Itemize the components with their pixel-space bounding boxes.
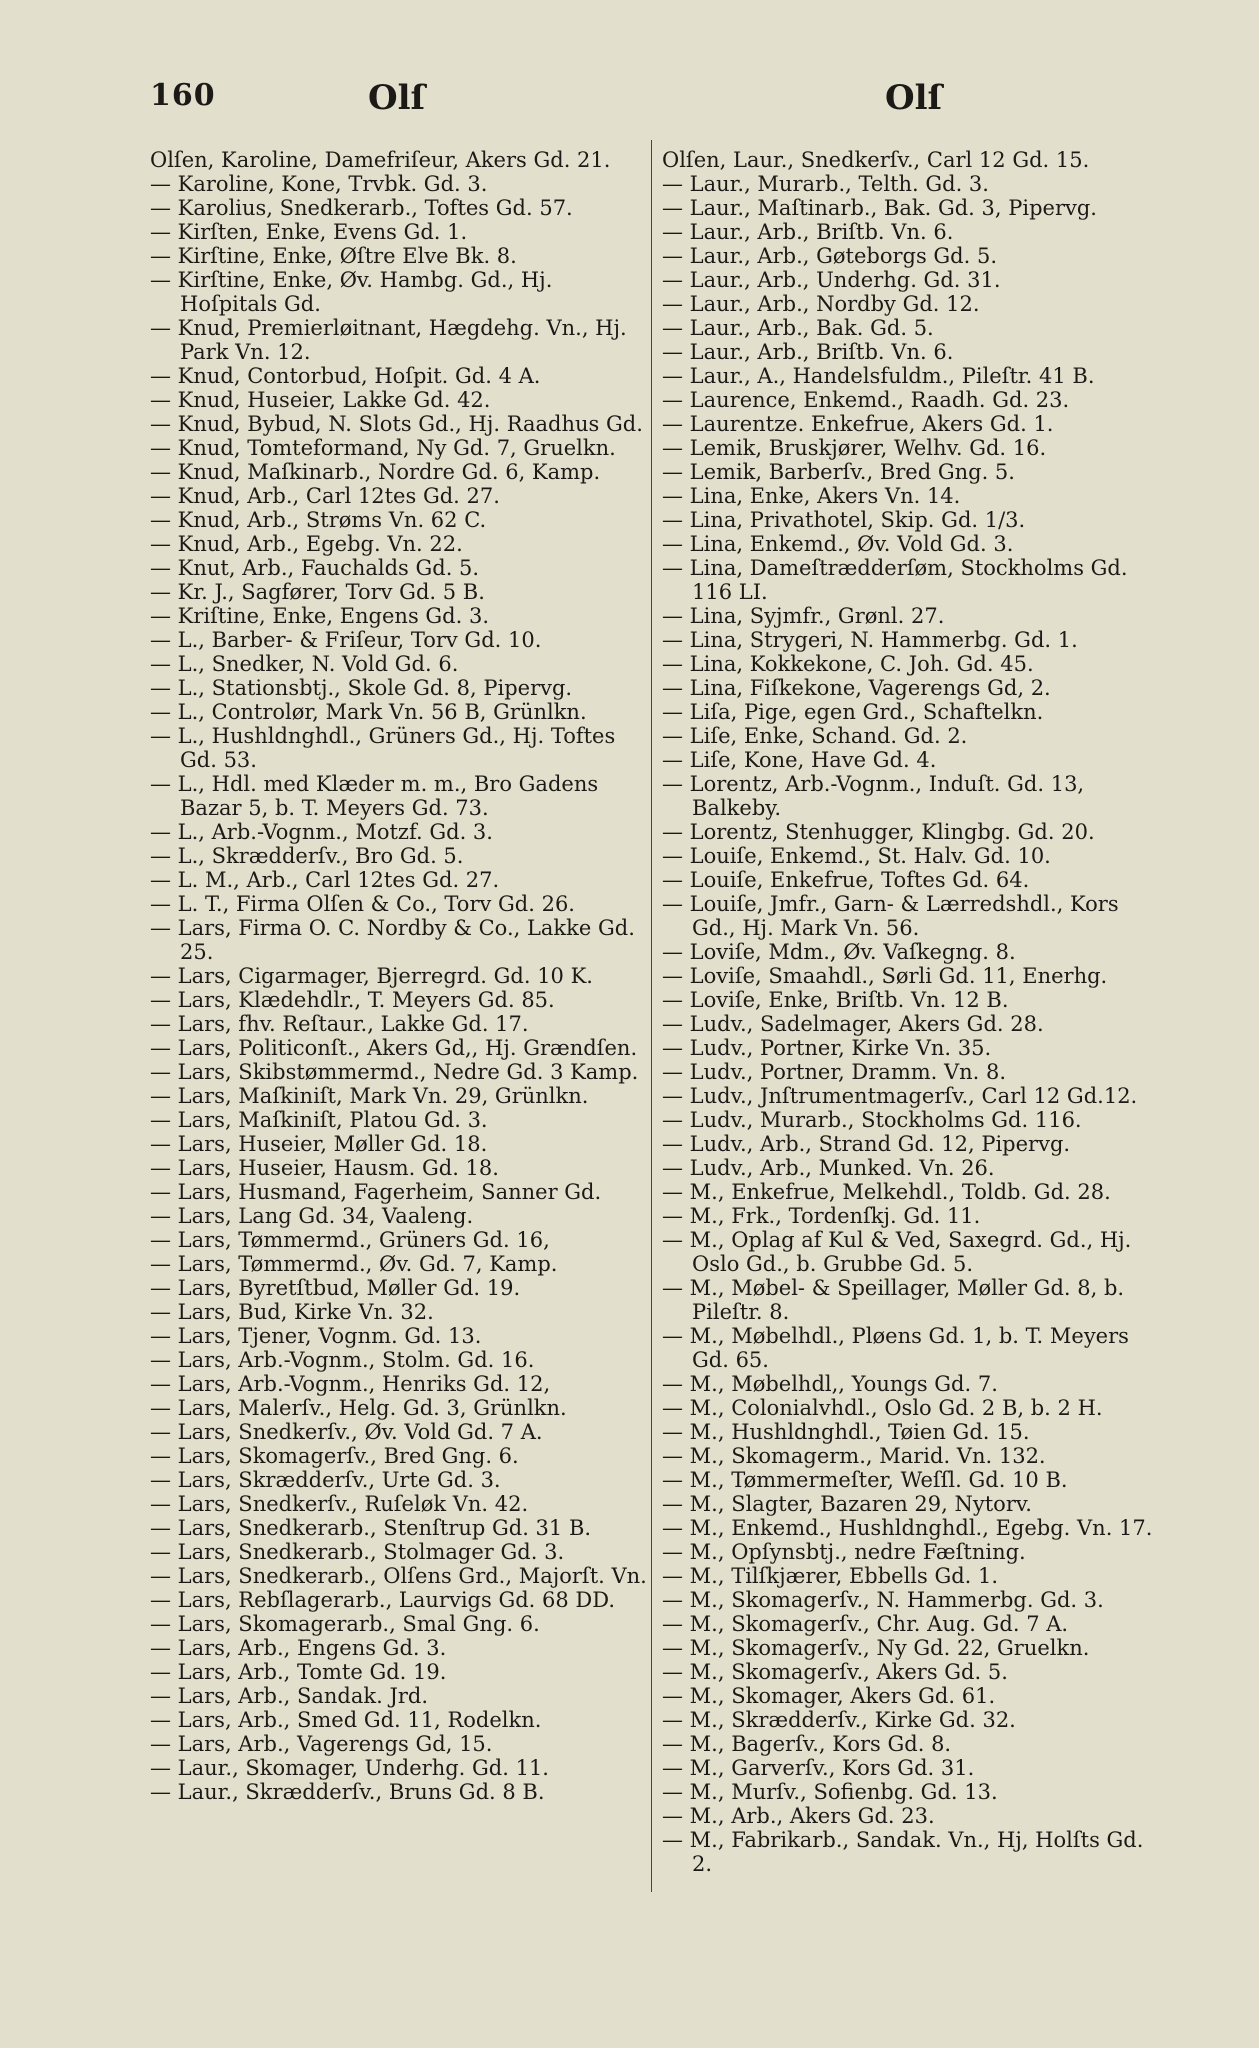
directory-entry: — M., Skrædderſv., Kirke Gd. 32.	[662, 1708, 1016, 1732]
directory-entry: — Lars, Byretſtbud, Møller Gd. 19.	[150, 1276, 521, 1300]
directory-entry: — Knud, Huseier, Lakke Gd. 42.	[150, 388, 491, 412]
directory-entry: — Knud, Bybud, N. Slots Gd., Hj. Raadhus Gd.	[150, 412, 643, 436]
directory-entry: — Lars, Husmand, Fagerheim, Sanner Gd.	[150, 1180, 602, 1204]
directory-entry: — Ludv., Murarb., Stockholms Gd. 116.	[662, 1108, 1082, 1132]
directory-entry: — Loviſe, Smaahdl., Sørli Gd. 11, Enerhg.	[662, 964, 1108, 988]
directory-entry: — Lars, Skomagerſv., Bred Gng. 6.	[150, 1444, 519, 1468]
directory-entry: — Lina, Enkemd., Øv. Vold Gd. 3.	[662, 532, 1014, 556]
directory-entry: — Lars, fhv. Reſtaur., Lakke Gd. 17.	[150, 1012, 529, 1036]
directory-entry: — Lars, Politiconſt., Akers Gd,, Hj. Grændſen.	[150, 1036, 638, 1060]
directory-entry: — Laurence, Enkemd., Raadh. Gd. 23.	[662, 388, 1070, 412]
directory-entry: — Lars, Huseier, Hausm. Gd. 18.	[150, 1156, 499, 1180]
directory-entry: — Ludv., Jnſtrumentmagerſv., Carl 12 Gd.12.	[662, 1084, 1138, 1108]
directory-entry: — Ludv., Sadelmager, Akers Gd. 28.	[662, 1012, 1044, 1036]
directory-entry: — Kr. J., Sagfører, Torv Gd. 5 B.	[150, 580, 485, 604]
directory-entry: — Kirſtine, Enke, Øv. Hambg. Gd., Hj. Hoſpitals Gd.	[150, 268, 553, 316]
directory-entry: — Lars, Arb., Smed Gd. 11, Rodelkn.	[150, 1708, 542, 1732]
directory-entry: — Lars, Arb.-Vognm., Henriks Gd. 12,	[150, 1372, 551, 1396]
directory-entry: — M., Bagerſv., Kors Gd. 8.	[662, 1732, 952, 1756]
directory-entry: — Lars, Snedkerarb., Olſens Grd., Majorſt. Vn.	[150, 1564, 647, 1588]
directory-entry: — L., Arb.-Vognm., Motzf. Gd. 3.	[150, 820, 493, 844]
directory-entry: — L., Stationsbtj., Skole Gd. 8, Pipervg.	[150, 676, 573, 700]
directory-entry: — Knud, Arb., Egebg. Vn. 22.	[150, 532, 463, 556]
directory-entry: — Kriſtine, Enke, Engens Gd. 3.	[150, 604, 490, 628]
directory-entry: — M., Skomagerm., Marid. Vn. 132.	[662, 1444, 1046, 1468]
directory-entry: — L. M., Arb., Carl 12tes Gd. 27.	[150, 868, 500, 892]
directory-entry: — Karoline, Kone, Trvbk. Gd. 3.	[150, 172, 488, 196]
directory-entry: — Knud, Tomteformand, Ny Gd. 7, Gruelkn.	[150, 436, 616, 460]
directory-entry: — Knud, Arb., Strøms Vn. 62 C.	[150, 508, 487, 532]
directory-entry: Olſen, Karoline, Damefriſeur, Akers Gd. 21.	[150, 148, 611, 172]
directory-entry: — M., Garverſv., Kors Gd. 31.	[662, 1756, 975, 1780]
directory-entry: — Lars, Maſkiniſt, Mark Vn. 29, Grünlkn.	[150, 1084, 589, 1108]
directory-entry: — Lina, Strygeri, N. Hammerbg. Gd. 1.	[662, 628, 1078, 652]
directory-entry: — Lars, Tjener, Vognm. Gd. 13.	[150, 1324, 482, 1348]
directory-entry: — Lars, Snedkerſv., Ruſeløk Vn. 42.	[150, 1492, 529, 1516]
directory-entry: — Laur., Maſtinarb., Bak. Gd. 3, Pipervg.	[662, 196, 1097, 220]
column-divider	[651, 140, 652, 1892]
directory-entry: — Laur., Skomager, Underhg. Gd. 11.	[150, 1756, 549, 1780]
directory-entry: — Lars, Snedkerarb., Stolmager Gd. 3.	[150, 1540, 565, 1564]
directory-entry: — Ludv., Arb., Munked. Vn. 26.	[662, 1156, 995, 1180]
directory-entry: — L., Barber- & Friſeur, Torv Gd. 10.	[150, 628, 542, 652]
directory-entry: — L., Controlør, Mark Vn. 56 B, Grünlkn.	[150, 700, 587, 724]
directory-entry: — Lars, Arb.-Vognm., Stolm. Gd. 16.	[150, 1348, 535, 1372]
directory-entry: — M., Enkefrue, Melkehdl., Toldb. Gd. 28.	[662, 1180, 1111, 1204]
directory-entry: — M., Skomagerſv., Chr. Aug. Gd. 7 A.	[662, 1612, 1069, 1636]
directory-entry: — Lars, Cigarmager, Bjerregrd. Gd. 10 K.	[150, 964, 593, 988]
directory-entry: — M., Møbelhdl,, Youngs Gd. 7.	[662, 1372, 998, 1396]
directory-entry: — Laur., Arb., Briſtb. Vn. 6.	[662, 340, 954, 364]
directory-entry: — M., Møbelhdl., Pløens Gd. 1, b. T. Meyers Gd. 65.	[662, 1324, 1129, 1372]
directory-entry: — Lars, Snedkerſv., Øv. Vold Gd. 7 A.	[150, 1420, 543, 1444]
directory-entry: — Lars, Lang Gd. 34, Vaaleng.	[150, 1204, 474, 1228]
directory-entry: — M., Enkemd., Hushldnghdl., Egebg. Vn. 17.	[662, 1516, 1153, 1540]
directory-entry: — M., Tilſkjærer, Ebbells Gd. 1.	[662, 1564, 999, 1588]
directory-entry: — Knud, Maſkinarb., Nordre Gd. 6, Kamp.	[150, 460, 601, 484]
directory-entry: — Louiſe, Enkemd., St. Halv. Gd. 10.	[662, 844, 1051, 868]
directory-entry: — Liſa, Pige, egen Grd., Schaftelkn.	[662, 700, 1044, 724]
directory-entry: — Laur., Arb., Gøteborgs Gd. 5.	[662, 244, 998, 268]
directory-entry: — Laur., Skrædderſv., Bruns Gd. 8 B.	[150, 1780, 545, 1804]
directory-entry: — Laur., A., Handelsfuldm., Pileſtr. 41 B.	[662, 364, 1095, 388]
directory-entry: — Lars, Arb., Tomte Gd. 19.	[150, 1660, 447, 1684]
directory-entry: — Lorentz, Stenhugger, Klingbg. Gd. 20.	[662, 820, 1095, 844]
directory-entry: — Lemik, Barberſv., Bred Gng. 5.	[662, 460, 1015, 484]
directory-entry: — Lars, Klædehdlr., T. Meyers Gd. 85.	[150, 988, 555, 1012]
directory-entry: — M., Skomagerſv., Akers Gd. 5.	[662, 1660, 1008, 1684]
directory-entry: — Lina, Syjmfr., Grønl. 27.	[662, 604, 945, 628]
directory-entry: — Loviſe, Mdm., Øv. Vaſkegng. 8.	[662, 940, 1016, 964]
directory-entry: — M., Skomagerſv., N. Hammerbg. Gd. 3.	[662, 1588, 1104, 1612]
directory-entry: — Loviſe, Enke, Briſtb. Vn. 12 B.	[662, 988, 1009, 1012]
directory-entry: — Kirſtine, Enke, Øſtre Elve Bk. 8.	[150, 244, 517, 268]
directory-entry: — Lorentz, Arb.-Vognm., Induſt. Gd. 13, Balkeby.	[662, 772, 1085, 820]
directory-entry: — Lina, Privathotel, Skip. Gd. 1/3.	[662, 508, 1026, 532]
directory-entry: — M., Arb., Akers Gd. 23.	[662, 1804, 935, 1828]
directory-entry: — M., Opſynsbtj., nedre Fæſtning.	[662, 1540, 1026, 1564]
directory-entry: — Laurentze. Enkefrue, Akers Gd. 1.	[662, 412, 1054, 436]
directory-entry: — M., Tømmermeſter, Weſſl. Gd. 10 B.	[662, 1468, 1068, 1492]
directory-entry: — Laur., Arb., Nordby Gd. 12.	[662, 292, 980, 316]
directory-entry: — M., Colonialvhdl., Oslo Gd. 2 B, b. 2 H.	[662, 1396, 1103, 1420]
running-head-right: Olſ	[885, 78, 943, 118]
directory-entry: — Lina, Kokkekone, C. Joh. Gd. 45.	[662, 652, 1034, 676]
directory-entry: — L., Snedker, N. Vold Gd. 6.	[150, 652, 459, 676]
directory-entry: — Lars, Arb., Engens Gd. 3.	[150, 1636, 447, 1660]
directory-entry: — Louiſe, Enkefrue, Toftes Gd. 64.	[662, 868, 1030, 892]
directory-entry: — Lars, Arb., Sandak. Jrd.	[150, 1684, 429, 1708]
directory-entry: — Knut, Arb., Fauchalds Gd. 5.	[150, 556, 480, 580]
directory-entry: — Liſe, Enke, Schand. Gd. 2.	[662, 724, 968, 748]
directory-entry: — Lina, Enke, Akers Vn. 14.	[662, 484, 961, 508]
directory-entry: — Kirſten, Enke, Evens Gd. 1.	[150, 220, 468, 244]
directory-entry: — Lars, Firma O. C. Nordby & Co., Lakke Gd. 25.	[150, 916, 635, 964]
directory-entry: — Laur., Arb., Bak. Gd. 5.	[662, 316, 934, 340]
directory-entry: — Lemik, Bruskjører, Welhv. Gd. 16.	[662, 436, 1047, 460]
directory-entry: — Lars, Skibstømmermd., Nedre Gd. 3 Kamp.	[150, 1060, 639, 1084]
directory-entry: — L., Skrædderſv., Bro Gd. 5.	[150, 844, 464, 868]
directory-entry: — M., Skomager, Akers Gd. 61.	[662, 1684, 996, 1708]
directory-entry: — L., Hushldnghdl., Grüners Gd., Hj. Toftes Gd. 53.	[150, 724, 616, 772]
directory-entry: — M., Oplag af Kul & Ved, Saxegrd. Gd., Hj. Oslo Gd., b. Grubbe Gd. 5.	[662, 1228, 1132, 1276]
directory-entry: — Laur., Arb., Underhg. Gd. 31.	[662, 268, 1001, 292]
directory-entry: — M., Murſv., Sofienbg. Gd. 13.	[662, 1780, 998, 1804]
directory-entry: — Lars, Skomagerarb., Smal Gng. 6.	[150, 1612, 540, 1636]
directory-entry: — M., Skomagerſv., Ny Gd. 22, Gruelkn.	[662, 1636, 1090, 1660]
directory-entry: — Lina, Dameſtrædderſøm, Stockholms Gd. 116 LI.	[662, 556, 1128, 604]
directory-entry: Olſen, Laur., Snedkerſv., Carl 12 Gd. 15.	[662, 148, 1090, 172]
directory-entry: — Lars, Rebſlagerarb., Laurvigs Gd. 68 DD.	[150, 1588, 616, 1612]
directory-entry: — Knud, Premierløitnant, Hægdehg. Vn., Hj. Park Vn. 12.	[150, 316, 627, 364]
directory-entry: — Lars, Arb., Vagerengs Gd, 15.	[150, 1732, 493, 1756]
directory-entry: — Laur., Arb., Briſtb. Vn. 6.	[662, 220, 954, 244]
directory-entry: — M., Slagter, Bazaren 29, Nytorv.	[662, 1492, 1032, 1516]
directory-entry: — Louiſe, Jmfr., Garn- & Lærredshdl., Kors Gd., Hj. Mark Vn. 56.	[662, 892, 1119, 940]
running-head-left: Olſ	[368, 78, 426, 118]
directory-entry: — M., Fabrikarb., Sandak. Vn., Hj, Holſts Gd. 2.	[662, 1828, 1144, 1876]
directory-entry: — M., Møbel- & Speillager, Møller Gd. 8, b. Pileſtr. 8.	[662, 1276, 1125, 1324]
directory-entry: — Lars, Snedkerarb., Stenſtrup Gd. 31 B.	[150, 1516, 592, 1540]
directory-entry: — Lina, Fiſkekone, Vagerengs Gd, 2.	[662, 676, 1051, 700]
directory-entry: — Lars, Huseier, Møller Gd. 18.	[150, 1132, 488, 1156]
directory-entry: — Lars, Tømmermd., Grüners Gd. 16,	[150, 1228, 550, 1252]
directory-entry: — Lars, Maſkiniſt, Platou Gd. 3.	[150, 1108, 488, 1132]
directory-entry: — L., Hdl. med Klæder m. m., Bro Gadens Bazar 5, b. T. Meyers Gd. 73.	[150, 772, 599, 820]
directory-entry: — L. T., Firma Olſen & Co., Torv Gd. 26.	[150, 892, 575, 916]
right-column	[662, 148, 1160, 1876]
directory-entry: — Ludv., Arb., Strand Gd. 12, Pipervg.	[662, 1132, 1071, 1156]
left-column	[150, 148, 650, 1804]
directory-entry: — Lars, Skrædderſv., Urte Gd. 3.	[150, 1468, 501, 1492]
directory-entry: — M., Hushldnghdl., Tøien Gd. 15.	[662, 1420, 1030, 1444]
directory-entry: — M., Frk., Tordenſkj. Gd. 11.	[662, 1204, 981, 1228]
directory-entry: — Laur., Murarb., Telth. Gd. 3.	[662, 172, 989, 196]
directory-entry: — Lars, Malerſv., Helg. Gd. 3, Grünlkn.	[150, 1396, 567, 1420]
directory-entry: — Karolius, Snedkerarb., Toftes Gd. 57.	[150, 196, 573, 220]
directory-entry: — Knud, Arb., Carl 12tes Gd. 27.	[150, 484, 500, 508]
directory-entry: — Lars, Bud, Kirke Vn. 32.	[150, 1300, 434, 1324]
directory-entry: — Knud, Contorbud, Hoſpit. Gd. 4 A.	[150, 364, 541, 388]
directory-entry: — Ludv., Portner, Dramm. Vn. 8.	[662, 1060, 1007, 1084]
directory-entry: — Ludv., Portner, Kirke Vn. 35.	[662, 1036, 992, 1060]
directory-entry: — Lars, Tømmermd., Øv. Gd. 7, Kamp.	[150, 1252, 558, 1276]
page-number: 160	[150, 78, 216, 113]
directory-entry: — Liſe, Kone, Have Gd. 4.	[662, 748, 937, 772]
